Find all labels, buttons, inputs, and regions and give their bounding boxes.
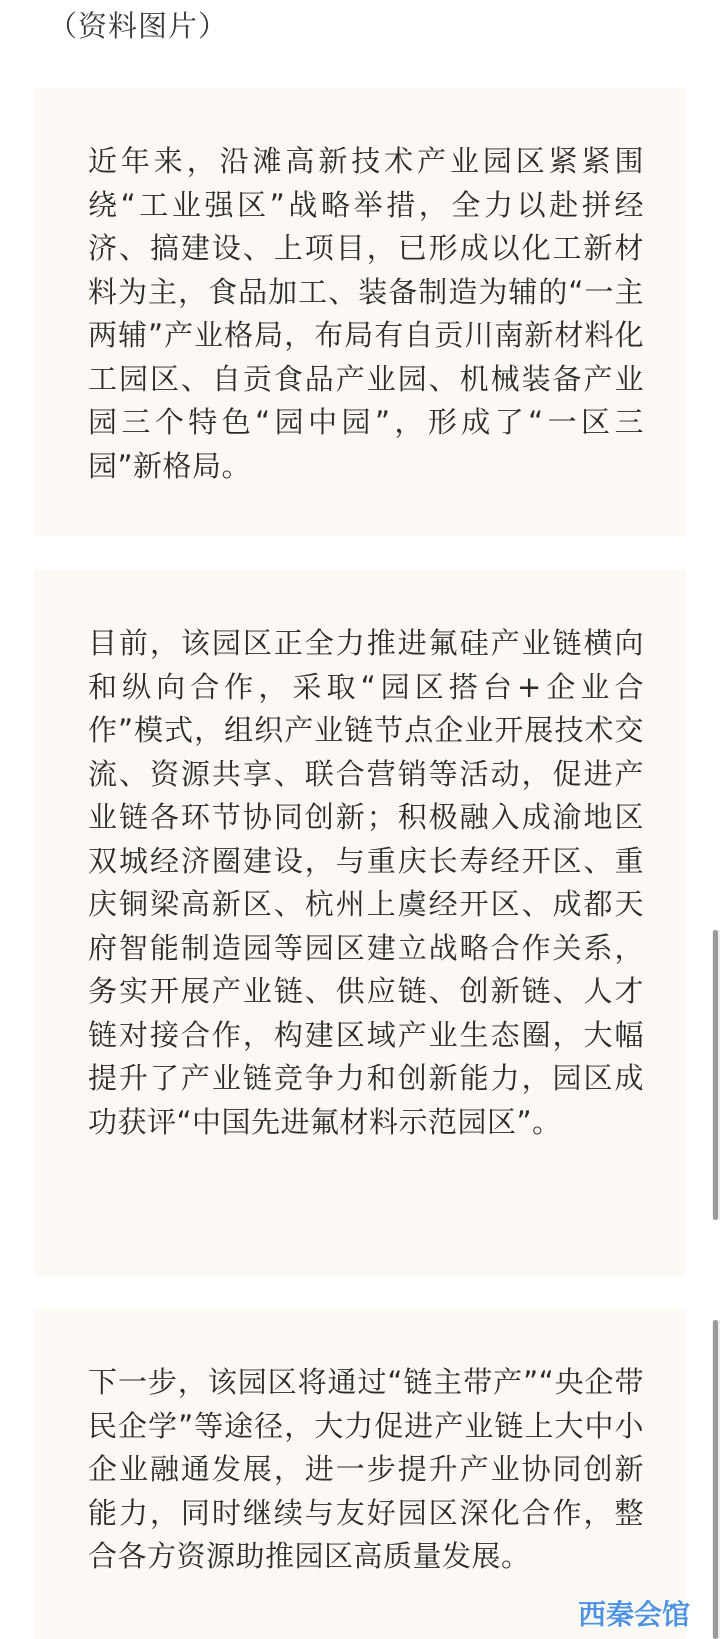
paragraph-text: 下一步，该园区将通过“链主带产”“央企带民企学”等途径，大力促进产业链上大中小企业融通发展，进一步提升产业协同创新能力，同时继续与友好园区深化合作，整合各方资源助推园区高质量发展。 — [88, 1365, 644, 1573]
scrollbar-thumb[interactable] — [713, 1320, 718, 1639]
scrollbar-track[interactable] — [712, 1320, 720, 1639]
article-paragraph-card — [34, 88, 686, 536]
scrollbar-track[interactable] — [712, 930, 720, 1220]
paragraph-text: 目前，该园区正全力推进氟硅产业链横向和纵向合作，采取“园区搭台+企业合作”模式，组织产业链节点企业开展技术交流、资源共享、联合营销等活动，促进产业链各环节协同创新；积极融入成渝地区双城经济圈建设，与重庆长寿经开区、重庆铜梁高新区、杭州上虞经开区、成都天府智能制造园等园区建立战略合作关系，务实开展产业链、供应链、创新链、人才链对接合作，构建区域产业生态圈，大幅提升了产业链竞争力和创新能力，园区成功获评“中国先进氟材料示范园区”。 — [88, 626, 644, 1139]
image-caption: （资料图片） — [48, 9, 229, 43]
article-paragraph-card — [34, 1309, 686, 1639]
paragraph-text: 近年来，沿滩高新技术产业园区紧紧围绕“工业强区”战略举措，全力以赴拼经济、搞建设、上项目，已形成以化工新材料为主，食品加工、装备制造为辅的“一主两辅”产业格局，布局有自贡川南新材料化工园区、自贡食品产业园、机械装备产业园三个特色“园中园”，形成了“一区三园”新格局。 — [88, 144, 644, 483]
watermark-logo — [560, 1593, 708, 1633]
scrollbar-thumb[interactable] — [713, 930, 718, 1220]
article-paragraph-card — [34, 570, 686, 1276]
svg-text:西秦会馆: 西秦会馆 — [577, 1598, 691, 1631]
